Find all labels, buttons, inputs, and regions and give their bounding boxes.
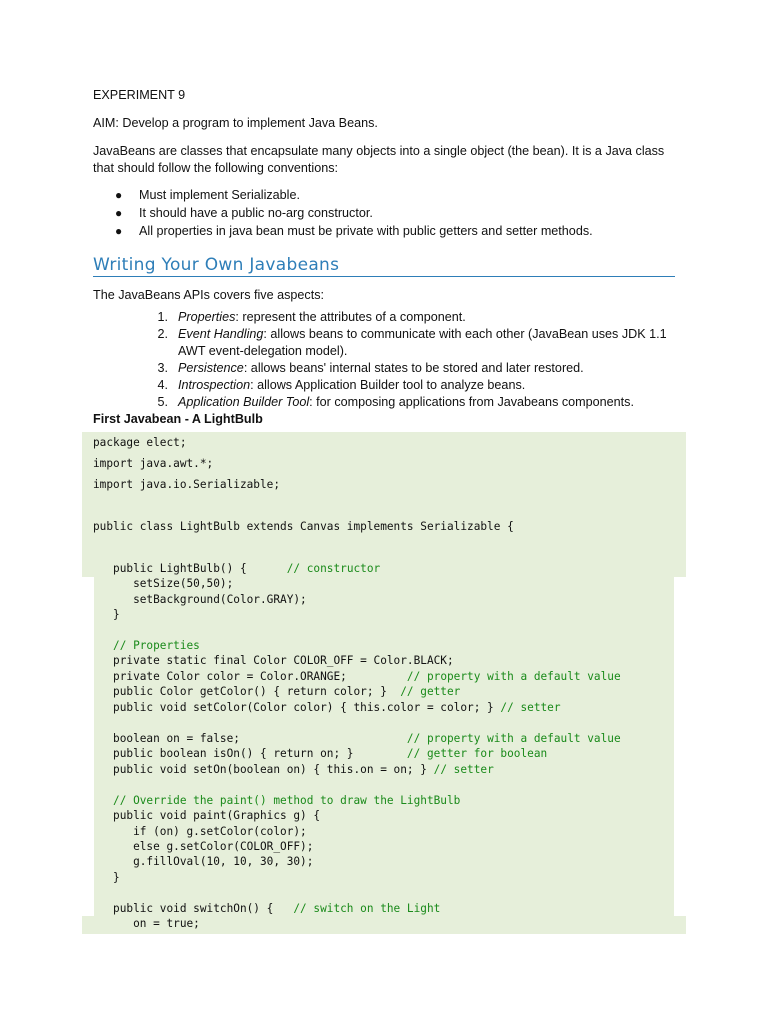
code-comment: // constructor: [286, 562, 381, 575]
code-line: private static final Color COLOR_OFF = Color.BLACK;: [93, 654, 454, 667]
code-text: public boolean isOn() { return on; }: [93, 747, 407, 760]
section-heading: Writing Your Own Javabeans: [93, 254, 675, 277]
experiment-title: EXPERIMENT 9: [93, 88, 186, 102]
code-line: import java.awt.*;: [93, 457, 214, 470]
code-line: package elect;: [93, 436, 187, 449]
code-line: public void paint(Graphics g) {: [93, 809, 321, 822]
code-comment: // setter: [433, 763, 494, 776]
first-bean-heading: First Javabean - A LightBulb: [93, 412, 263, 426]
code-comment: // Override the paint() method to draw the LightBulb: [93, 794, 461, 807]
list-number: 5.: [157, 395, 168, 409]
code-text: public LightBulb() {: [93, 562, 287, 575]
code-line: else g.setColor(COLOR_OFF);: [93, 840, 314, 853]
code-block-margin: [674, 577, 686, 916]
bullet-icon: ●: [115, 224, 123, 238]
code-comment: // getter for boolean: [406, 747, 548, 760]
list-item-text: [178, 394, 675, 411]
code-line: [93, 684, 460, 699]
code-line: [93, 669, 621, 684]
list-number: 3.: [157, 361, 168, 375]
aspect-desc: : represent the attributes of a component.: [235, 310, 466, 324]
code-line: [93, 762, 494, 777]
list-number: 4.: [157, 378, 168, 392]
code-text: public void setColor(Color color) { this.color = color; }: [93, 701, 501, 714]
apis-intro: The JavaBeans APIs covers five aspects:: [93, 288, 324, 302]
code-line: }: [93, 871, 120, 884]
code-line: [93, 700, 561, 715]
code-line: if (on) g.setColor(color);: [93, 825, 307, 838]
aim-line: AIM: Develop a program to implement Java Beans.: [93, 116, 378, 130]
code-line: g.fillOval(10, 10, 30, 30);: [93, 855, 314, 868]
aspect-desc: : for composing applications from Javabeans components.: [309, 395, 634, 409]
list-item-text: [178, 377, 675, 394]
list-number: 1.: [157, 310, 168, 324]
code-comment: // property with a default value: [406, 732, 621, 745]
code-text: public void switchOn() {: [93, 902, 294, 915]
code-line: setBackground(Color.GRAY);: [93, 593, 307, 606]
code-comment: // switch on the Light: [293, 902, 441, 915]
code-line: setSize(50,50);: [93, 577, 234, 590]
code-comment: // getter: [400, 685, 461, 698]
code-text: boolean on = false;: [93, 732, 407, 745]
code-text: private Color color = Color.ORANGE;: [93, 670, 407, 683]
code-line: [93, 561, 380, 576]
aspect-desc: : allows beans' internal states to be stored and later restored.: [243, 361, 584, 375]
code-line: [93, 901, 440, 916]
aspect-term: Persistence: [178, 361, 244, 375]
code-line: import java.io.Serializable;: [93, 478, 281, 491]
intro-paragraph: JavaBeans are classes that encapsulate many objects into a single object (the bean). It is a Java class that should follow the following conventions:: [93, 144, 665, 175]
code-comment: // Properties: [93, 639, 200, 652]
code-line: on = true;: [93, 917, 200, 930]
code-line: }: [93, 608, 120, 621]
code-line: public class LightBulb extends Canvas implements Serializable {: [93, 520, 514, 533]
list-item-text: It should have a public no-arg constructor.: [139, 206, 373, 220]
aspect-term: Application Builder Tool: [178, 395, 310, 409]
list-item-text: [178, 326, 675, 360]
aspect-desc: : allows beans to communicate with each other (JavaBean uses JDK 1.1 AWT event-delegation model).: [178, 327, 667, 358]
code-comment: // property with a default value: [406, 670, 621, 683]
list-item-text: All properties in java bean must be private with public getters and setter methods.: [139, 224, 593, 238]
list-item-text: [178, 309, 675, 326]
code-text: public void setOn(boolean on) { this.on = on; }: [93, 763, 434, 776]
aspect-term: Properties: [178, 310, 236, 324]
aspect-desc: : allows Application Builder tool to analyze beans.: [250, 378, 526, 392]
list-number: 2.: [157, 327, 168, 341]
list-item-text: Must implement Serializable.: [139, 188, 300, 202]
code-comment: // setter: [500, 701, 561, 714]
code-text: public Color getColor() { return color; }: [93, 685, 401, 698]
code-line: [93, 746, 547, 761]
aspect-term: Event Handling: [178, 327, 264, 341]
list-item-text: [178, 360, 675, 377]
code-block-background: [82, 432, 686, 577]
aspect-term: Introspection: [178, 378, 251, 392]
code-line: [93, 731, 621, 746]
bullet-icon: ●: [115, 206, 123, 220]
bullet-icon: ●: [115, 188, 123, 202]
